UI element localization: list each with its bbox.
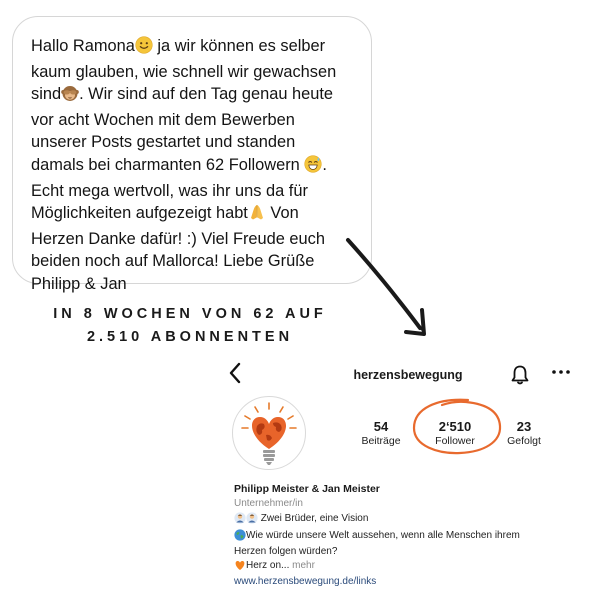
message-line: Philipp & Jan [31, 274, 127, 293]
orange-heart-emoji-icon [234, 559, 246, 576]
bio-text: Zwei Brüder, eine Vision [258, 513, 369, 524]
person-emoji-icon [246, 512, 258, 529]
bio-more-link[interactable]: mehr [289, 559, 315, 571]
message-line: unserer Posts gestartet und standen [31, 133, 296, 152]
profile-website-link[interactable]: www.herzensbewegung.de/links [234, 576, 377, 587]
posts-stat[interactable] [346, 419, 416, 447]
profile-bio [234, 512, 584, 589]
headline-line-1: IN 8 WOCHEN VON 62 AUF [53, 306, 327, 322]
bio-line [234, 559, 584, 576]
heart-lightbulb-logo-icon [233, 397, 305, 469]
message-line: ja wir können es selber [152, 37, 326, 55]
message-line: Möglichkeiten aufgezeigt habt [31, 204, 248, 223]
avatar[interactable] [232, 396, 306, 470]
bio-line: Herzen folgen würden? [234, 546, 338, 557]
following-label: Gefolgt [507, 435, 541, 447]
following-count: 23 [516, 419, 532, 434]
bio-line [234, 529, 584, 546]
see-no-evil-monkey-emoji-icon [61, 84, 79, 109]
folded-hands-emoji-icon [248, 203, 266, 228]
bell-icon[interactable] [510, 364, 530, 386]
bio-text: Herz on... [246, 559, 290, 571]
message-line: kaum glauben, wie schnell wir gewachsen [31, 62, 337, 81]
more-options-icon[interactable] [550, 362, 572, 382]
followers-count: 2‘510 [438, 419, 472, 434]
globe-emoji-icon [234, 529, 246, 546]
posts-count: 54 [373, 419, 389, 434]
message-line: damals bei charmanten 62 Followern [31, 155, 305, 174]
message-line: Hallo Ramona [31, 37, 135, 55]
message-line: Von [265, 204, 299, 223]
highlight-circle-annotation [408, 396, 506, 458]
profile-display-name: Philipp Meister & Jan Meister [234, 483, 380, 495]
bio-text: Wie würde unsere Welt aussehen, wenn alle Menschen ihrem [246, 529, 520, 541]
message-line: . [322, 155, 327, 174]
posts-label: Beiträge [361, 435, 401, 447]
followers-label: Follower [435, 435, 475, 447]
message-line: . Wir sind auf den Tag genau heute [79, 85, 334, 104]
message-line: sind [31, 85, 62, 104]
person-emoji-icon [234, 512, 246, 529]
message-bubble [12, 16, 372, 293]
grinning-sweat-emoji-icon [304, 155, 322, 180]
message-text [31, 35, 357, 296]
profile-category: Unternehmer/in [234, 498, 303, 509]
bio-line [234, 512, 584, 529]
profile-username: herzensbewegung [353, 368, 463, 382]
message-line: beiden noch auf Mallorca! Liebe Grüße [31, 252, 315, 271]
instagram-profile [222, 352, 594, 592]
message-line: Herzen Danke dafür! :) Viel Freude euch [31, 229, 325, 248]
message-line: vor acht Wochen mit dem Bewerben [31, 110, 295, 129]
smiley-emoji-icon [135, 36, 153, 61]
headline-line-2: 2.510 ABONNENTEN [86, 329, 294, 345]
message-line: Echt mega wertvoll, was ihr uns da für [31, 181, 308, 200]
headline [0, 303, 380, 349]
